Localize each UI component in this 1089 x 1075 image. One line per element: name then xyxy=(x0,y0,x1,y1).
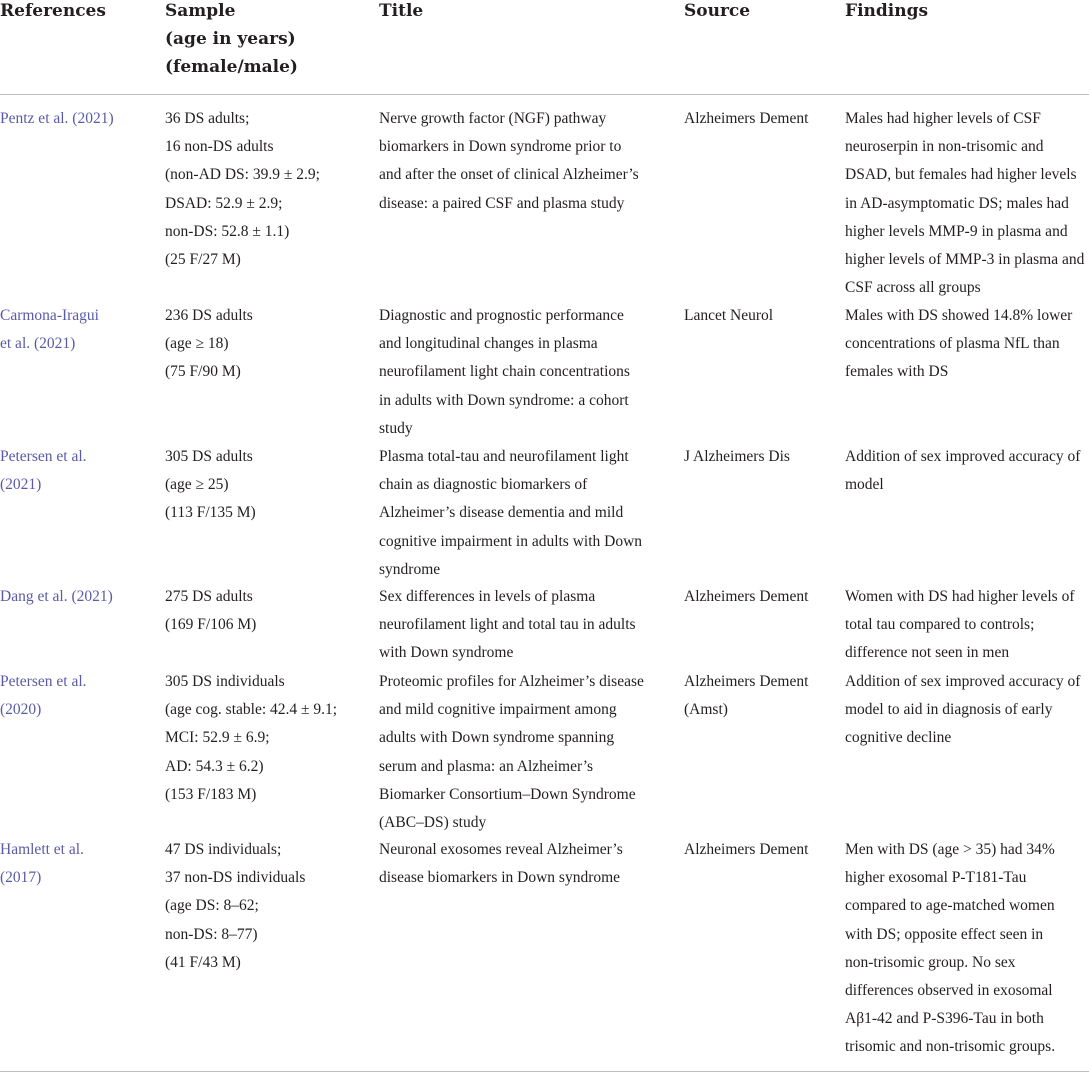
reference-link[interactable]: Carmona-Iragui xyxy=(0,307,99,324)
title-line: Diagnostic and prognostic performance xyxy=(379,307,624,324)
sample-cell xyxy=(165,302,365,387)
sample-line: (25 F/27 M) xyxy=(165,251,241,269)
title-line: Plasma total-tau and neurofilament light xyxy=(379,448,629,465)
reference-cell[interactable] xyxy=(0,583,150,611)
findings-line: higher exosomal P-T181-Tau xyxy=(845,869,1027,887)
source-cell xyxy=(684,105,834,133)
title-cell xyxy=(379,105,669,218)
sample-line: non-DS: 52.8 ± 1.1) xyxy=(165,222,290,240)
table-header xyxy=(0,0,1089,94)
title-line: Biomarker Consortium–Down Syndrome xyxy=(379,785,636,803)
source-cell xyxy=(684,302,834,330)
findings-line: neuroserpin in non-trisomic and xyxy=(845,138,1044,156)
sample-line: AD: 54.3 ± 6.2) xyxy=(165,757,264,775)
findings-cell xyxy=(845,443,1089,499)
findings-line: total tau compared to controls; xyxy=(845,616,1035,634)
sample-line: (75 F/90 M) xyxy=(165,363,241,381)
findings-cell xyxy=(845,302,1089,387)
title-cell xyxy=(379,668,669,837)
reference-link[interactable]: Dang et al. (2021) xyxy=(0,588,113,605)
reference-cell[interactable] xyxy=(0,836,150,892)
title-cell xyxy=(379,583,669,668)
title-line: and after the onset of clinical Alzheimer’s xyxy=(379,166,639,184)
findings-line: differences observed in exosomal xyxy=(845,982,1053,1000)
reference-cell[interactable] xyxy=(0,668,150,724)
findings-line: cognitive decline xyxy=(845,729,952,747)
title-line: syndrome xyxy=(379,560,441,578)
title-line: Nerve growth factor (NGF) pathway xyxy=(379,110,607,127)
title-line: adults with Down syndrome spanning xyxy=(379,729,615,747)
findings-line: model xyxy=(845,476,884,494)
reference-link[interactable]: (2017) xyxy=(0,869,42,887)
findings-line: difference not seen in men xyxy=(845,644,1010,662)
sample-line: non-DS: 8–77) xyxy=(165,925,258,943)
title-cell xyxy=(379,836,669,892)
findings-line: higher levels of MMP-3 in plasma and xyxy=(845,251,1085,269)
reference-link[interactable]: Hamlett et al. xyxy=(0,841,84,858)
sample-line: (113 F/135 M) xyxy=(165,504,256,522)
title-line: with Down syndrome xyxy=(379,644,514,662)
sample-line: 275 DS adults xyxy=(165,588,253,605)
source-cell xyxy=(684,836,834,864)
reference-link[interactable]: (2020) xyxy=(0,701,42,719)
table-bottom-rule xyxy=(0,1071,1089,1072)
findings-line: CSF across all groups xyxy=(845,279,981,297)
sample-line: (age DS: 8–62; xyxy=(165,897,259,915)
sample-line: (age ≥ 25) xyxy=(165,476,229,494)
findings-line: model to aid in diagnosis of early xyxy=(845,701,1053,719)
findings-cell xyxy=(845,105,1089,302)
findings-line: Addition of sex improved accuracy of xyxy=(845,448,1081,465)
title-line: disease: a paired CSF and plasma study xyxy=(379,194,625,212)
findings-line: non-trisomic group. No sex xyxy=(845,953,1016,971)
title-line: chain as diagnostic biomarkers of xyxy=(379,476,588,494)
findings-line: compared to age-matched women xyxy=(845,897,1055,915)
findings-cell xyxy=(845,668,1089,753)
header-findings: Findings xyxy=(845,1,929,21)
reference-link[interactable]: Petersen et al. xyxy=(0,448,87,465)
sample-line: 305 DS adults xyxy=(165,448,253,465)
findings-line: Addition of sex improved accuracy of xyxy=(845,673,1081,690)
findings-line: Males had higher levels of CSF xyxy=(845,110,1041,127)
sample-line: (153 F/183 M) xyxy=(165,785,257,803)
source-line: Alzheimers Dement xyxy=(684,588,809,605)
sample-line: (non-AD DS: 39.9 ± 2.9; xyxy=(165,166,320,184)
source-line: (Amst) xyxy=(684,701,728,719)
title-line: study xyxy=(379,419,413,437)
title-line: Alzheimer’s disease dementia and mild xyxy=(379,504,624,522)
source-cell xyxy=(684,668,834,724)
findings-line: higher levels MMP-9 in plasma and xyxy=(845,222,1068,240)
findings-line: Men with DS (age > 35) had 34% xyxy=(845,841,1055,858)
reference-cell[interactable] xyxy=(0,443,150,499)
title-cell xyxy=(379,443,669,584)
sample-cell xyxy=(165,443,365,528)
sample-cell xyxy=(165,583,365,639)
findings-cell xyxy=(845,583,1089,668)
findings-line: with DS; opposite effect seen in xyxy=(845,925,1044,943)
title-line: neurofilament light and total tau in adults xyxy=(379,616,636,634)
sample-line: 16 non-DS adults xyxy=(165,138,274,156)
source-line: Alzheimers Dement xyxy=(684,841,809,858)
title-line: disease biomarkers in Down syndrome xyxy=(379,869,621,887)
title-line: neurofilament light chain concentrations xyxy=(379,363,630,381)
title-line: Neuronal exosomes reveal Alzheimer’s xyxy=(379,841,623,858)
sample-line: (169 F/106 M) xyxy=(165,616,257,634)
sample-line: (41 F/43 M) xyxy=(165,953,241,971)
findings-line: in AD-asymptomatic DS; males had xyxy=(845,194,1069,212)
title-line: and mild cognitive impairment among xyxy=(379,701,617,719)
sample-line: 47 DS individuals; xyxy=(165,841,282,858)
sample-cell xyxy=(165,668,365,809)
source-cell xyxy=(684,443,834,471)
sample-line: MCI: 52.9 ± 6.9; xyxy=(165,729,270,747)
reference-link[interactable]: (2021) xyxy=(0,476,42,494)
source-line: Alzheimers Dement xyxy=(684,673,809,690)
title-line: Sex differences in levels of plasma xyxy=(379,588,596,605)
reference-link[interactable]: Petersen et al. xyxy=(0,673,87,690)
sample-line: 37 non-DS individuals xyxy=(165,869,306,887)
header-sample: Sample (age in years) (female/male) xyxy=(165,1,298,77)
reference-link[interactable]: et al. (2021) xyxy=(0,335,76,353)
title-line: biomarkers in Down syndrome prior to xyxy=(379,138,622,156)
findings-line: females with DS xyxy=(845,363,949,381)
findings-line: DSAD, but females had higher levels xyxy=(845,166,1077,184)
sample-line: (age cog. stable: 42.4 ± 9.1; xyxy=(165,701,338,719)
reference-cell[interactable] xyxy=(0,302,150,358)
sample-line: 236 DS adults xyxy=(165,307,253,324)
header-references: References xyxy=(0,1,106,21)
title-line: serum and plasma: an Alzheimer’s xyxy=(379,757,594,775)
sample-line: 305 DS individuals xyxy=(165,673,285,690)
title-line: in adults with Down syndrome: a cohort xyxy=(379,391,629,409)
sample-line: 36 DS adults; xyxy=(165,110,250,127)
reference-link[interactable]: Pentz et al. (2021) xyxy=(0,110,114,127)
findings-line: Males with DS showed 14.8% lower xyxy=(845,307,1073,324)
title-line: (ABC–DS) study xyxy=(379,814,487,832)
title-line: cognitive impairment in adults with Down xyxy=(379,532,643,550)
source-line: J Alzheimers Dis xyxy=(684,448,790,465)
sample-line: (age ≥ 18) xyxy=(165,335,229,353)
source-line: Alzheimers Dement xyxy=(684,110,809,127)
header-divider xyxy=(0,94,1089,95)
findings-cell xyxy=(845,836,1089,1062)
findings-line: concentrations of plasma NfL than xyxy=(845,335,1060,353)
source-line: Lancet Neurol xyxy=(684,307,774,324)
title-cell xyxy=(379,302,669,443)
title-line: and longitudinal changes in plasma xyxy=(379,335,598,353)
source-cell xyxy=(684,583,834,611)
reference-cell[interactable] xyxy=(0,105,150,133)
sample-cell xyxy=(165,836,365,977)
sample-cell xyxy=(165,105,365,274)
header-source: Source xyxy=(684,1,751,21)
findings-line: Women with DS had higher levels of xyxy=(845,588,1075,605)
findings-line: trisomic and non-trisomic groups. xyxy=(845,1038,1056,1056)
header-title: Title xyxy=(379,1,424,21)
title-line: Proteomic profiles for Alzheimer’s disease xyxy=(379,673,644,690)
findings-line: Aβ1-42 and P-S396-Tau in both xyxy=(845,1010,1044,1028)
sample-line: DSAD: 52.9 ± 2.9; xyxy=(165,194,283,212)
